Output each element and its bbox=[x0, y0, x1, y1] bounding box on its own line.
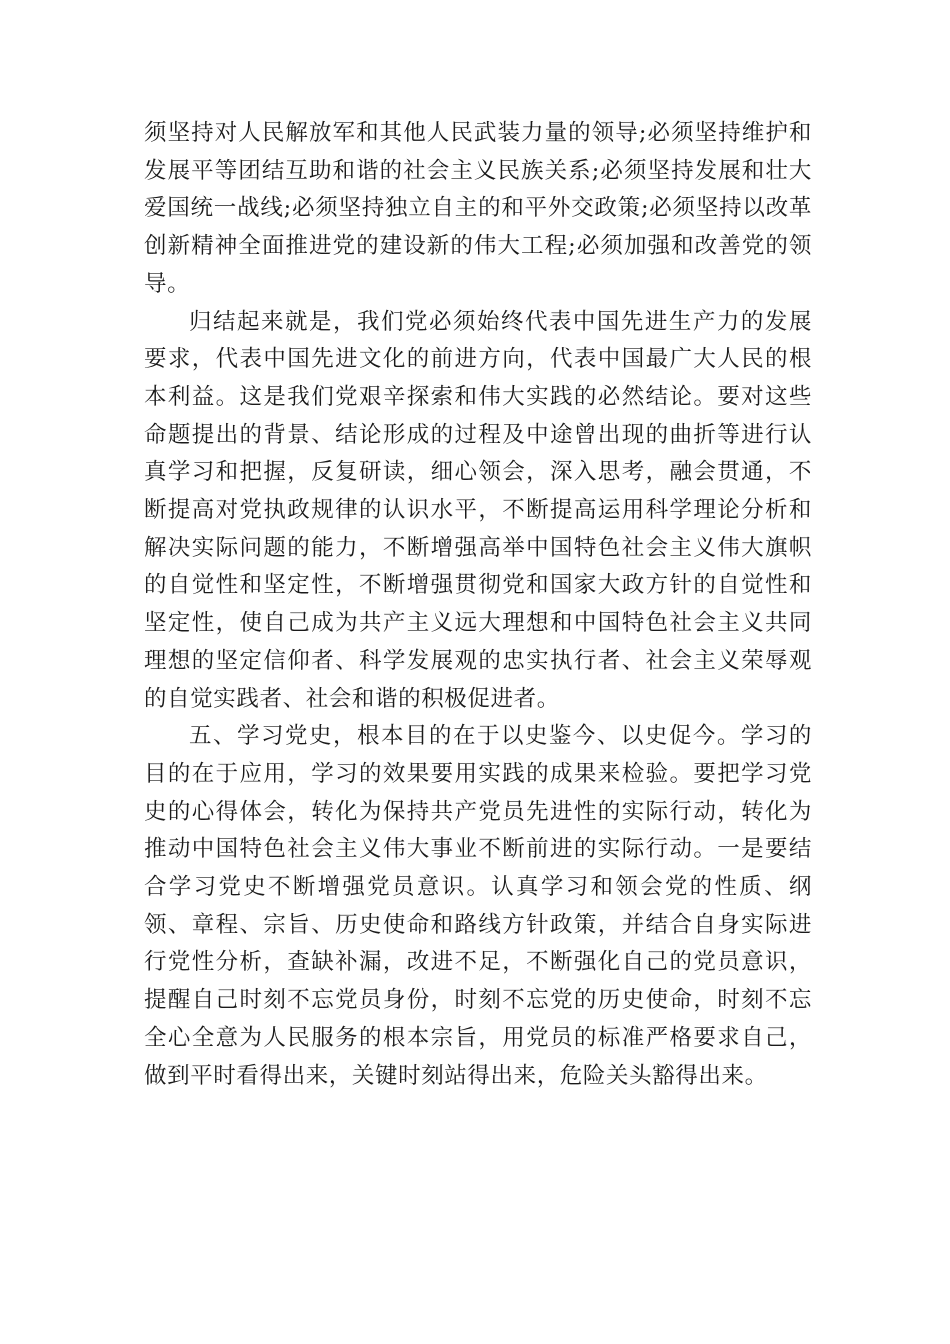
paragraph-section-five: 五、学习党史，根本目的在于以史鉴今、以史促今。学习的目的在于应用，学习的效果要用实践的成果来检验。要把学习党史的心得体会，转化为保持共产党员先进性的实际行动，转化为推动中国特色社会主义伟大事业不断前进的实际行动。一是要结合学习党史不断增强党员意识。认真学习和领会党的性质、纲领、章程、宗旨、历史使命和路线方针政策，并结合自身实际进行党性分析，查缺补漏，改进不足，不断强化自己的党员意识，提醒自己时刻不忘党员身份，时刻不忘党的历史使命，时刻不忘全心全意为人民服务的根本宗旨，用党员的标准严格要求自己，做到平时看得出来，关键时刻站得出来，危险关头豁得出来。 bbox=[144, 723, 812, 1089]
paragraph-continuation: 须坚持对人民解放军和其他人民武装力量的领导;必须坚持维护和发展平等团结互助和谐的社会主义民族关系;必须坚持发展和壮大爱国统一战线;必须坚持独立自主的和平外交政策;必须坚持以改革创新精神全面推进党的建设新的伟大工程;必须加强和改善党的领导。 bbox=[144, 120, 812, 297]
document-body bbox=[144, 115, 812, 1095]
paragraph-summary: 归结起来就是，我们党必须始终代表中国先进生产力的发展要求，代表中国先进文化的前进方向，代表中国最广大人民的根本利益。这是我们党艰辛探索和伟大实践的必然结论。要对这些命题提出的背景、结论形成的过程及中途曾出现的曲折等进行认真学习和把握，反复研读，细心领会，深入思考，融会贯通，不断提高对党执政规律的认识水平，不断提高运用科学理论分析和解决实际问题的能力，不断增强高举中国特色社会主义伟大旗帜的自觉性和坚定性，不断增强贯彻党和国家大政方针的自觉性和坚定性，使自己成为共产主义远大理想和中国特色社会主义共同理想的坚定信仰者、科学发展观的忠实执行者、社会主义荣辱观的自觉实践者、社会和谐的积极促进者。 bbox=[144, 308, 812, 712]
